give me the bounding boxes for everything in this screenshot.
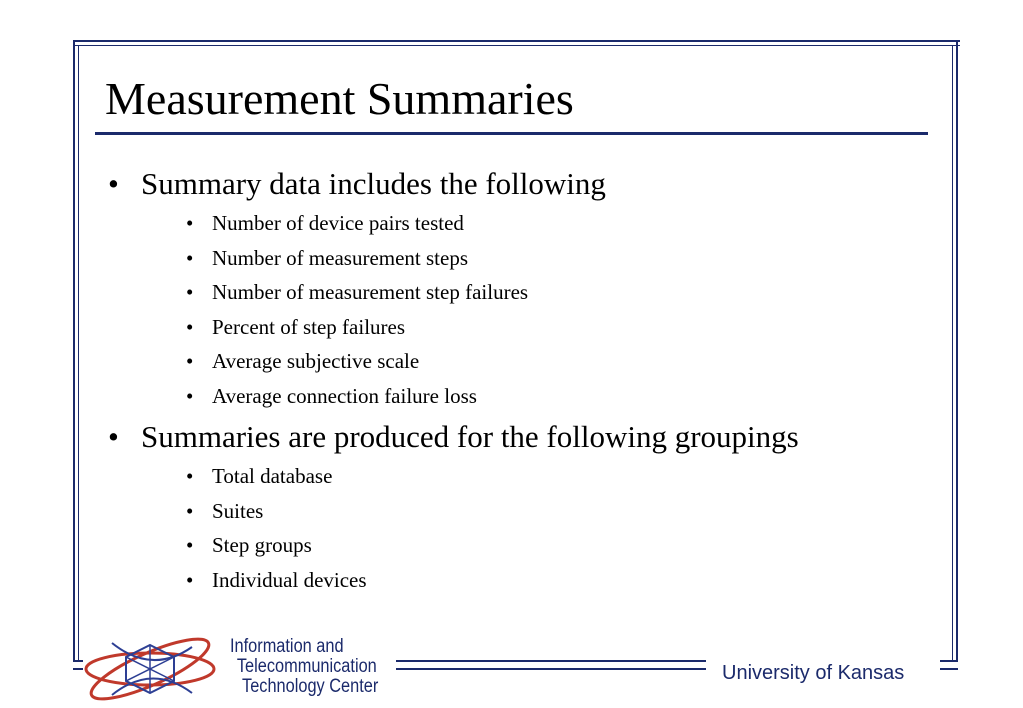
sub-bullet-item	[186, 275, 938, 310]
frame-left-border-inner	[78, 45, 79, 665]
ittc-logo-text	[230, 637, 378, 697]
frame-top-border	[73, 40, 960, 42]
frame-top-border-inner	[73, 45, 960, 46]
logo-line-1: Information and	[230, 636, 344, 657]
sub-bullet-item	[186, 310, 938, 345]
bullet-text: Summary data includes the following	[141, 166, 606, 201]
frame-right-border-inner	[952, 45, 953, 665]
bullet-icon: •	[108, 166, 119, 201]
sub-bullet-text: Total database	[212, 464, 333, 488]
bullet-icon: •	[186, 533, 194, 557]
bullet-icon: •	[186, 314, 194, 339]
sub-bullet-item	[186, 206, 938, 241]
slide-content	[108, 165, 938, 602]
ittc-logo	[82, 635, 412, 703]
sub-bullet-text: Step groups	[212, 533, 312, 557]
logo-line-2: Telecommunication	[236, 656, 377, 677]
sub-bullet-text: Suites	[212, 498, 264, 523]
sub-bullet-text: Average subjective scale	[212, 349, 420, 373]
sub-bullet-list	[141, 206, 938, 413]
sub-bullet-text: Number of measurement steps	[212, 245, 469, 270]
sub-bullet-item	[186, 563, 938, 598]
bullet-icon: •	[186, 567, 194, 592]
slide-title: Measurement Summaries	[105, 73, 574, 124]
bullet-icon: •	[186, 349, 194, 373]
footer-rule-middle	[396, 660, 706, 670]
sub-bullet-text: Number of measurement step failures	[212, 280, 529, 304]
bullet-item	[108, 418, 938, 597]
bullet-icon: •	[186, 498, 194, 523]
university-name: University of Kansas	[722, 662, 905, 684]
bullet-icon: •	[186, 464, 194, 488]
frame-left-border	[73, 40, 75, 665]
sub-bullet-item	[186, 459, 938, 494]
sub-bullet-item	[186, 528, 938, 563]
sub-bullet-item	[186, 494, 938, 529]
sub-bullet-list	[141, 459, 938, 597]
bullet-icon: •	[108, 419, 119, 454]
ittc-emblem-icon	[82, 635, 232, 703]
frame-right-border	[956, 40, 958, 665]
footer-rule-right	[940, 660, 958, 670]
sub-bullet-item	[186, 379, 938, 414]
bullet-text: Summaries are produced for the following groupings	[141, 419, 799, 454]
bullet-icon: •	[186, 245, 194, 270]
sub-bullet-text: Number of device pairs tested	[212, 211, 464, 235]
bullet-list	[108, 165, 938, 597]
sub-bullet-text: Individual devices	[212, 567, 367, 592]
bullet-icon: •	[186, 383, 194, 408]
sub-bullet-text: Average connection failure loss	[212, 383, 477, 408]
sub-bullet-text: Percent of step failures	[212, 314, 406, 339]
logo-line-3: Technology Center	[242, 676, 379, 697]
sub-bullet-item	[186, 344, 938, 379]
bullet-item	[108, 165, 938, 413]
sub-bullet-item	[186, 241, 938, 276]
title-underline	[95, 132, 928, 135]
bullet-icon: •	[186, 280, 194, 304]
bullet-icon: •	[186, 211, 194, 235]
